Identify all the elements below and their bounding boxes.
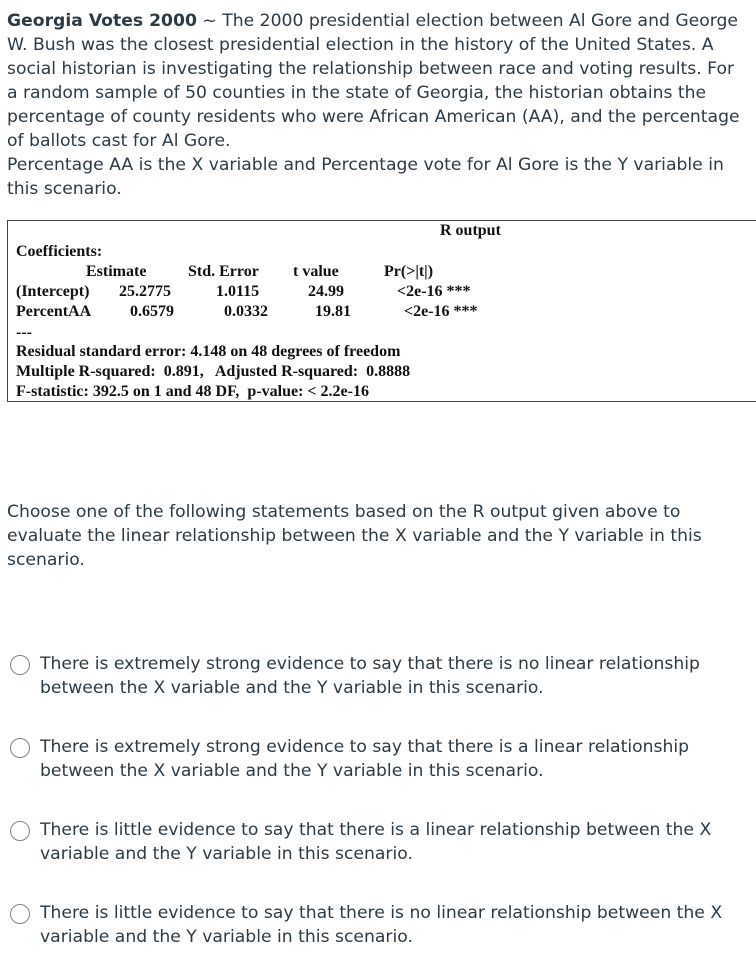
scenario-title: Georgia Votes 2000 (7, 11, 197, 31)
radio-button[interactable] (10, 655, 30, 675)
row-percentaa-estimate: 0.6579 (130, 303, 174, 320)
r-output-heading: R output (440, 222, 501, 239)
answer-option-text: There is little evidence to say that there is no linear relationship between the X variable and the Y variable in this scenario. (40, 903, 723, 947)
residual-standard-error: Residual standard error: 4.148 on 48 degrees of freedom (16, 343, 401, 360)
answer-option-3[interactable] (10, 818, 740, 866)
row-intercept-t-value: 24.99 (308, 283, 344, 300)
intro-paragraph (7, 9, 747, 153)
question-prompt: Choose one of the following statements based on the R output given above to evaluate the linear relationship between the X variable and the Y variable in this scenario. (7, 502, 702, 570)
scenario-description: The 2000 presidential election between Al Gore and George W. Bush was the closest presidential election in the history of the United States. A social historian is investigating the relationship between race and voting results. For a random sample of 50 counties in the state of Georgia, the historian obtains the percentage of county residents who were African American (AA), and the percentage of ballots cast for Al Gore. (7, 11, 740, 151)
answer-option-2[interactable] (10, 735, 740, 783)
coefficients-label: Coefficients: (16, 243, 103, 260)
header-p-value: Pr(>|t|) (384, 263, 434, 280)
radio-button[interactable] (10, 904, 30, 924)
row-intercept-p-value: <2e-16 *** (397, 283, 471, 300)
r-squared-line: Multiple R-squared: 0.891, Adjusted R-squared: 0.8888 (16, 363, 411, 380)
answer-option-1[interactable] (10, 652, 740, 700)
f-statistic-line: F-statistic: 392.5 on 1 and 48 DF, p-value: < 2.2e-16 (16, 383, 369, 400)
row-percentaa-p-value: <2e-16 *** (404, 303, 478, 320)
answer-option-4[interactable] (10, 901, 740, 949)
title-separator: ~ (196, 11, 223, 31)
answer-option-text: There is little evidence to say that there is a linear relationship between the X variable and the Y variable in this scenario. (40, 820, 712, 864)
header-t-value: t value (293, 263, 339, 280)
answer-option-text: There is extremely strong evidence to say that there is no linear relationship between the X variable and the Y variable in this scenario. (40, 654, 700, 698)
answer-option-text: There is extremely strong evidence to say that there is a linear relationship between the X variable and the Y variable in this scenario. (40, 737, 690, 781)
row-intercept-estimate: 25.2775 (119, 283, 171, 300)
header-std-error: Std. Error (188, 263, 259, 280)
row-percentaa-name: PercentAA (16, 303, 92, 320)
header-estimate: Estimate (86, 263, 147, 280)
radio-button[interactable] (10, 821, 30, 841)
row-intercept-name: (Intercept) (16, 283, 90, 300)
r-output-divider: --- (16, 324, 32, 341)
row-percentaa-std-error: 0.0332 (224, 303, 268, 320)
question-intro (7, 9, 747, 201)
row-intercept-std-error: 1.0115 (216, 283, 260, 300)
variables-statement: Percentage AA is the X variable and Percentage vote for Al Gore is the Y variable in this scenario. (7, 155, 724, 199)
r-output-box (7, 220, 756, 402)
row-percentaa-t-value: 19.81 (315, 303, 351, 320)
radio-button[interactable] (10, 738, 30, 758)
